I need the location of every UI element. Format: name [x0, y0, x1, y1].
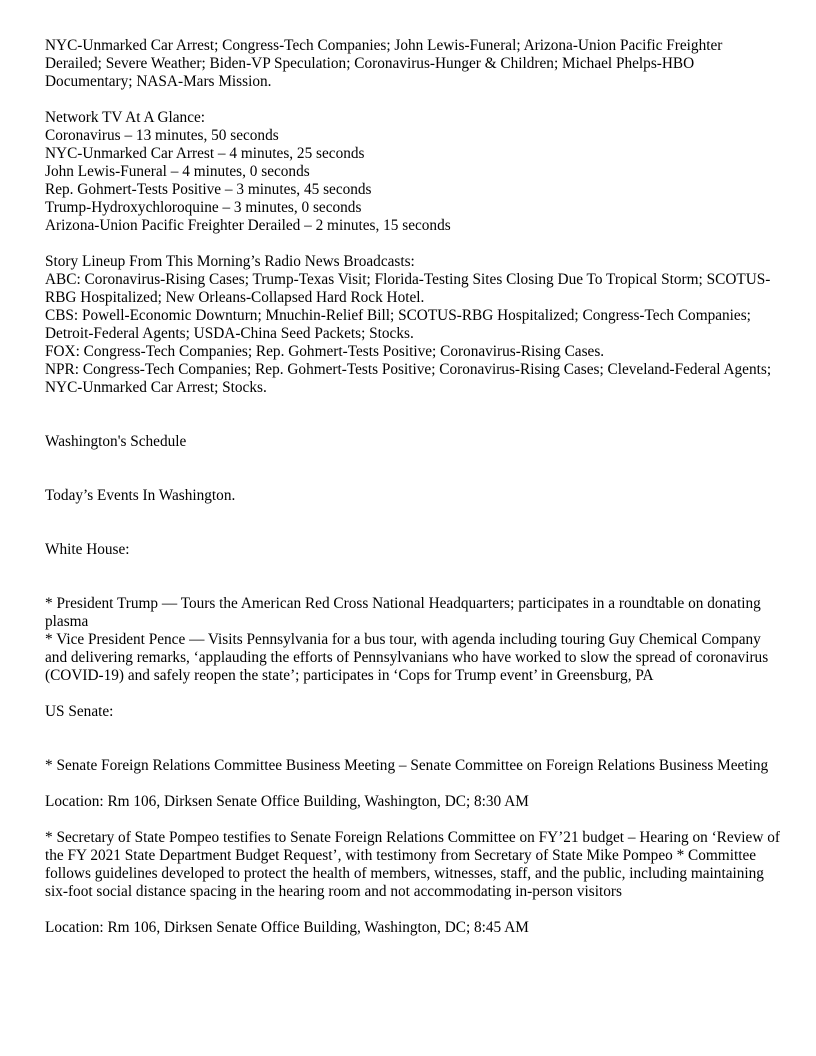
network-tv-item: NYC-Unmarked Car Arrest – 4 minutes, 25 seconds — [45, 145, 365, 162]
events-heading: Today’s Events In Washington. — [45, 487, 236, 504]
network-tv-item: Arizona-Union Pacific Freighter Derailed – 2 minutes, 15 seconds — [45, 217, 451, 234]
network-tv-section — [45, 109, 780, 235]
radio-npr: NPR: Congress-Tech Companies; Rep. Gohmert-Tests Positive; Coronavirus-Rising Cases; Cleveland-Federal Agents; NYC-Unmarked Car Arrest; Stocks. — [45, 361, 772, 396]
senate-location-1: Location: Rm 106, Dirksen Senate Office Building, Washington, DC; 8:30 AM — [45, 793, 529, 810]
senate-heading: US Senate: — [45, 703, 114, 720]
radio-cbs: CBS: Powell-Economic Downturn; Mnuchin-Relief Bill; SCOTUS-RBG Hospitalized; Congress-Tech Companies; Detroit-Federal Agents; USDA-China Seed Packets; Stocks. — [45, 307, 751, 342]
network-tv-item: Rep. Gohmert-Tests Positive – 3 minutes, 45 seconds — [45, 181, 372, 198]
network-tv-item: John Lewis-Funeral – 4 minutes, 0 seconds — [45, 163, 310, 180]
network-tv-item: Trump-Hydroxychloroquine – 3 minutes, 0 seconds — [45, 199, 362, 216]
senate-location-2: Location: Rm 106, Dirksen Senate Office Building, Washington, DC; 8:45 AM — [45, 919, 529, 936]
intro-paragraph: NYC-Unmarked Car Arrest; Congress-Tech Companies; John Lewis-Funeral; Arizona-Union Pacific Freighter Derailed; Severe Weather; Biden-VP Speculation; Coronavirus-Hunger & Children; Michael Phelps-HBO Documentary; NASA-Mars Mission. — [45, 37, 723, 90]
white-house-heading: White House: — [45, 541, 130, 558]
radio-lineup-section — [45, 253, 780, 397]
radio-abc: ABC: Coronavirus-Rising Cases; Trump-Texas Visit; Florida-Testing Sites Closing Due To Tropical Storm; SCOTUS-RBG Hospitalized; New Orleans-Collapsed Hard Rock Hotel. — [45, 271, 771, 306]
senate-event-1: * Senate Foreign Relations Committee Business Meeting – Senate Committee on Foreign Relations Business Meeting — [45, 757, 769, 774]
white-house-pence-event: * Vice President Pence — Visits Pennsylvania for a bus tour, with agenda including touring Guy Chemical Company and delivering remarks, ‘applauding the efforts of Pennsylvanians who have worked to slow the spread of coronavirus (COVID-19) and safely reopen the state’; participates in ‘Cops for Trump event’ in Greensburg, PA — [45, 631, 769, 684]
network-tv-item: Coronavirus – 13 minutes, 50 seconds — [45, 127, 279, 144]
document-page — [45, 37, 780, 937]
senate-section — [45, 703, 780, 937]
white-house-section — [45, 541, 780, 685]
radio-lineup-heading: Story Lineup From This Morning’s Radio News Broadcasts: — [45, 253, 415, 270]
radio-fox: FOX: Congress-Tech Companies; Rep. Gohmert-Tests Positive; Coronavirus-Rising Cases. — [45, 343, 605, 360]
white-house-trump-event: * President Trump — Tours the American Red Cross National Headquarters; participates in a roundtable on donating plasma — [45, 595, 761, 630]
senate-event-2: * Secretary of State Pompeo testifies to Senate Foreign Relations Committee on FY’21 budget – Hearing on ‘Review of the FY 2021 State Department Budget Request’, with testimony from Secretary of State Mike Pompeo * Committee follows guidelines developed to protect the health of members, witnesses, staff, and the public, including maintaining six-foot social distance spacing in the hearing room and not accommodating in-person visitors — [45, 829, 780, 900]
network-tv-heading: Network TV At A Glance: — [45, 109, 206, 126]
schedule-heading: Washington's Schedule — [45, 433, 187, 450]
